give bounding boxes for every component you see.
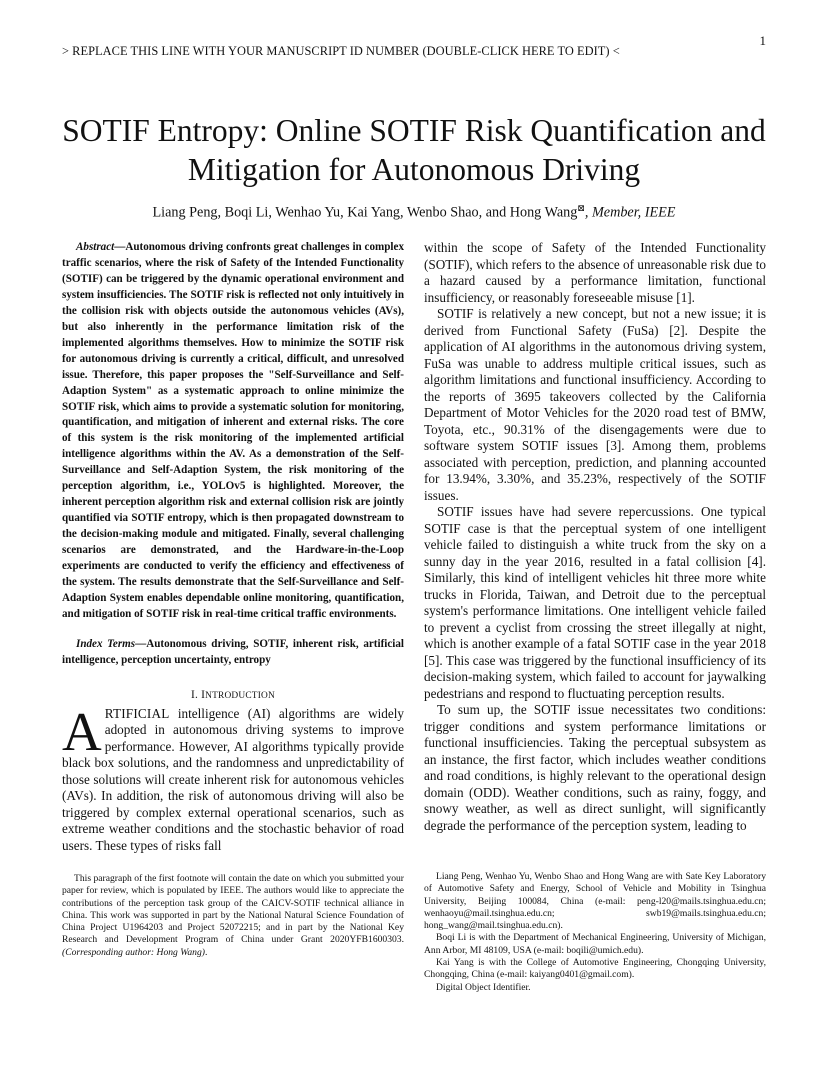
author-membership: , Member, IEEE [584,204,676,221]
footnote-corresponding-author: (Corresponding author: Hong Wang) [62,946,205,958]
index-terms [62,637,404,669]
page-number: 1 [759,33,766,48]
footnote-affiliation-3: Kai Yang is with the College of Automotive Engineering, Chongqing University, Chongqing, China (e-mail: kaiyang0401@gmail.com). [424,957,766,981]
intro-paragraph-1-text: intelligence (AI) algorithms are widely adopted in autonomous driving systems to improve performance. However, AI algorithms typically provide black box solutions, and the randomness and unpredictability of those solutions will create inherent risk for autonomous vehicles (AVs). In addition, the risk of autonomous driving will also be triggered by complex external operational scenarios, such as extreme weather conditions and the stochastic behavior of road users. These types of risks fall [62,705,404,853]
section-heading-introduction [62,689,404,701]
footnote-affiliation-1: Liang Peng, Wenhao Yu, Wenbo Shao and Hong Wang are with Sate Key Laboratory of Automotive Safety and Energy, School of Vehicle and Mobility in Tsinghua University, Beijing 100084, China (e-mail: peng-l20@mails.tsinghua.edu.cn; wenhaoyu@mail.tsinghua.edu.cn; swb19@mails.tsinghua.edu.cn; hong_wang@mail.tsinghua.edu.cn). [424,871,766,932]
right-column [424,240,766,834]
footnote-doi: Digital Object Identifier. [436,981,531,993]
left-column [62,240,404,854]
intro-smallcaps: RTIFICIAL [104,705,170,721]
manuscript-id-placeholder: > REPLACE THIS LINE WITH YOUR MANUSCRIPT ID NUMBER (DOUBLE-CLICK HERE TO EDIT) < [62,44,620,58]
footnote-funding-text: This paragraph of the first footnote will contain the date on which you submitted your paper for review, which is populated by IEEE. The authors would like to appreciate the contributions of the perception task group of the CAICV-SOTIF technical alliance in China. This work was supported in part by the National Natural Science Foundation of China Project U1964203 and Project 52072215; and in part by the National Key Research and Development Program of China under Grant 2020YFB1600303. [62,873,404,946]
intro-paragraph-4: To sum up, the SOTIF issue necessitates two conditions: trigger conditions and system performance limitations or functional insufficiencies. Taking the perceptual subsystem as an instance, the first factor, which includes weather conditions and road conditions, is highly relevant to the operational design domain (ODD). Weather conditions, such as rainy, foggy, and snowy weather, as well as direct sunlight, will significantly degrade the performance of the perception system, leading to [424,702,766,833]
paper-title: SOTIF Entropy: Online SOTIF Risk Quantification and Mitigation for Autonomous Driving [62,113,766,187]
author-names: Liang Peng, Boqi Li, Wenhao Yu, Kai Yang, Wenbo Shao, and Hong Wang [152,204,578,221]
drop-cap: A [62,700,102,762]
intro-paragraph-3: SOTIF issues have had severe repercussions. One typical SOTIF case is that the perceptual system of one intelligent vehicle failed to distinguish a white truck from the sky on a sunny day in the year 2016, resulted in a fatal collision [4]. Similarly, this kind of intelligent vehicles hit three more white trucks in Florida, Taiwan, and Detroit due to the perceptual system's performance limitations. One intelligent vehicle failed to prevent a cyclist from crossing the street illegally at night, which is another example of a fatal SOTIF case in the year 2018 [5]. This case was triggered by the functional insufficiency of its decision-making system, which failed to account for jaywalking pedestrians and respond to fluctuating perception results. [424,504,766,701]
intro-paragraph-2: SOTIF is relatively a new concept, but not a new issue; it is derived from Functional Safety (FuSa) [2]. Despite the application of AI algorithms in the autonomous driving system, FuSa was unable to address multiple critical issues, such as algorithm limitations and functional insufficiency. According to the reports of 3695 takeovers collected by the California Department of Motor Vehicles for the 2020 road test of BMW, Toyota, etc., 90.31% of the disengagements were due to software system SOTIF issues [3]. Among them, problems associated with perception, prediction, and planning accounted for 13.94%, 3.30%, and 35.23%, respectively of the SOTIF issues. [424,306,766,503]
index-terms-label: Index Terms [76,637,136,650]
intro-paragraph-1-continued: within the scope of Safety of the Intended Functionality (SOTIF), which refers to the absence of unreasonable risk due to a hazard caused by a performance limitation, functional insufficiency, or reasonably foreseeable misuse [1]. [424,240,766,305]
intro-paragraph-1 [62,700,404,855]
abstract [62,240,404,623]
footnote-period: . [204,946,208,958]
footnote-left [62,873,404,959]
section-numeral: I. I [191,688,206,701]
section-name: NTRODUCTION [205,690,275,701]
author-list [40,203,788,222]
footnote-right [424,871,766,994]
abstract-text: —Autonomous driving confronts great challenges in complex traffic scenarios, where the risk of Safety of the Intended Functionality (SOTIF) can be triggered by the dynamic operational environment and system insufficiencies. The SOTIF risk is reflected not only intuitively in the collision risk with objects outside the autonomous vehicles (AVs), but also inherently in the performance limitation risk of the implemented algorithms themselves. How to minimize the SOTIF risk for autonomous driving is currently a critical, difficult, and unresolved issue. Therefore, this paper proposes the "Self-Surveillance and Self-Adaption System" as a systematic approach to online minimize the SOTIF risk, which aims to provide a systematic solution for monitoring, quantification, and mitigation of inherent and external risks. The core of this system is the risk monitoring of the implemented artificial intelligence algorithms within the AV. As a demonstration of the Self-Surveillance and Self-Adaption System, the risk monitoring of the perception algorithm, i.e., YOLOv5 is highlighted. Moreover, the inherent perception algorithm risk and external collision risk are jointly quantified via SOTIF entropy, which is then propagated downstream to the decision-making module and mitigated. Finally, several challenging scenarios are demonstrated, and the Hardware-in-the-Loop experiments are conducted to verify the efficiency and effectiveness of the system. The results demonstrate that the Self-Surveillance and Self-Adaption System enables dependable online monitoring, quantification, and mitigation of SOTIF risk in real-time critical traffic environments. [62,241,404,620]
footnote-funding [62,873,404,959]
abstract-label: Abstract [76,241,115,253]
footnote-affiliation-2: Boqi Li is with the Department of Mechanical Engineering, University of Michigan, Ann Arbor, MI 48109, USA (e-mail: boqili@umich.edu). [424,932,766,956]
index-terms-text: —Autonomous driving, SOTIF, inherent risk, artificial intelligence, perception uncertainty, entropy [62,637,404,666]
corresponding-author-icon: ⊠ [577,203,585,213]
